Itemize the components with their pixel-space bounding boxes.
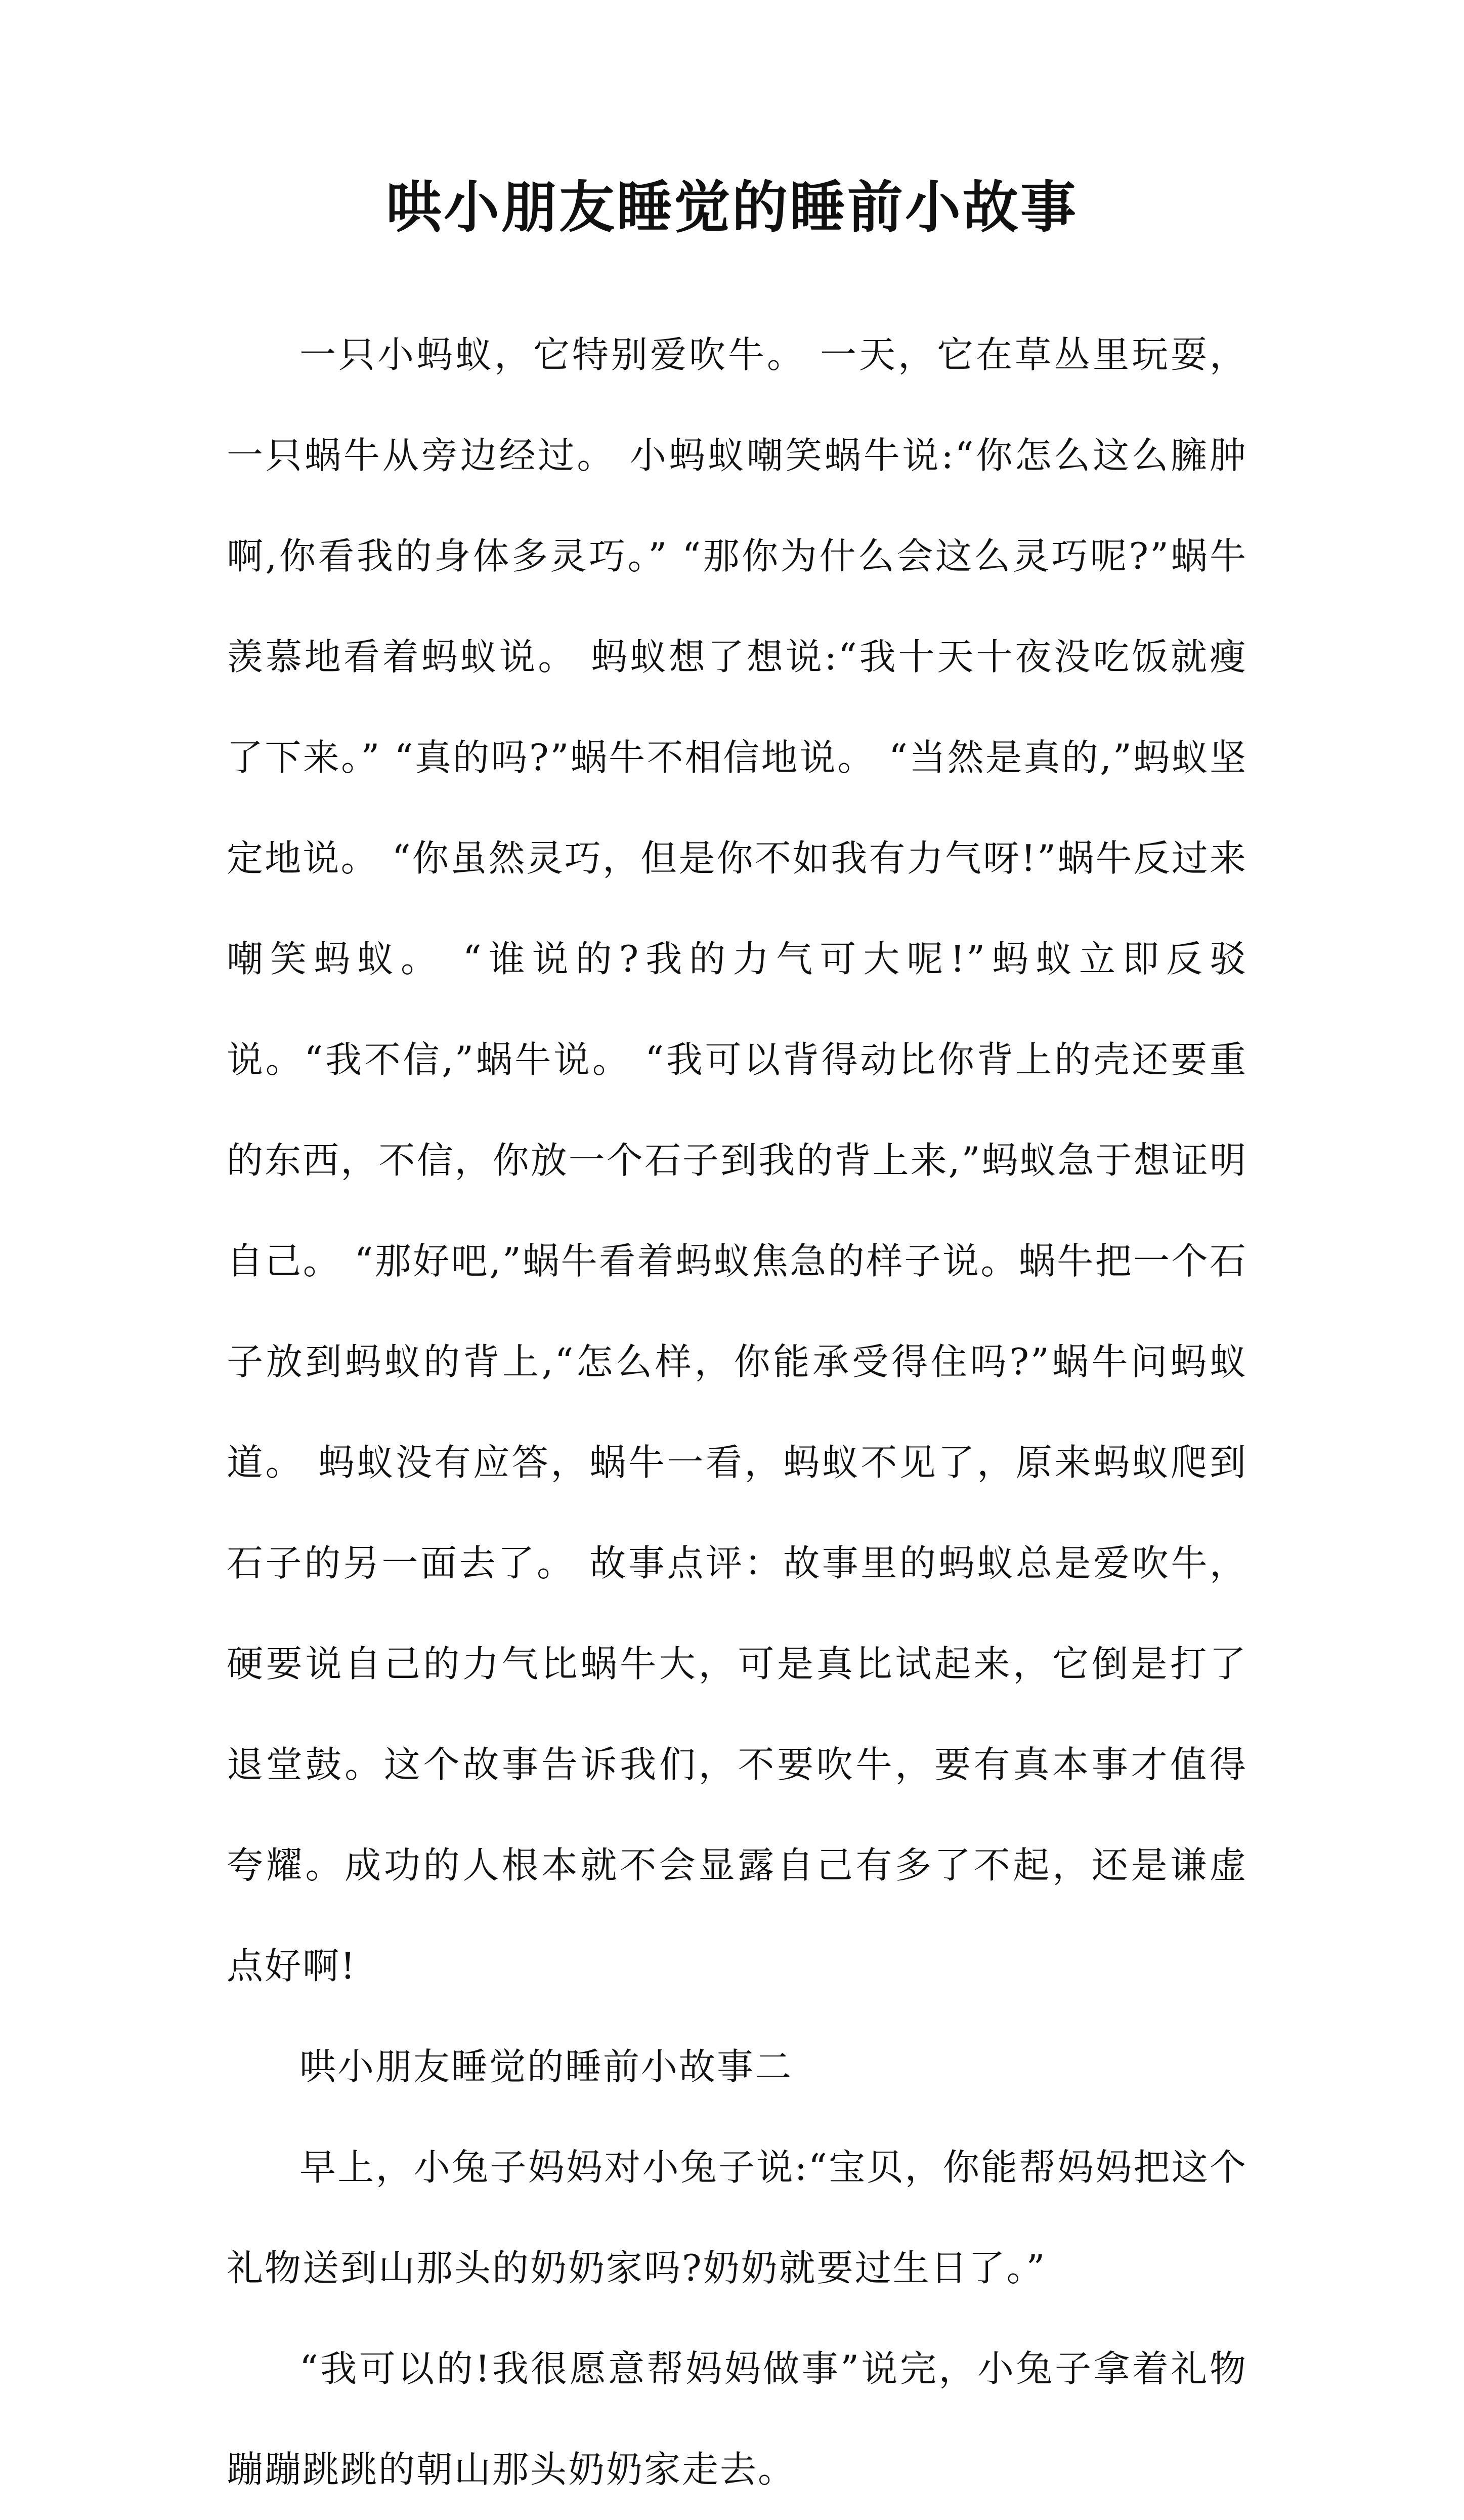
- paragraph-rabbit-reply: “我可以的!我很愿意帮妈妈做事”说完，小兔子拿着礼物蹦蹦跳跳的朝山那头奶奶家走去。: [227, 2347, 1247, 2491]
- document-title: 哄小朋友睡觉的睡前小故事: [386, 175, 1078, 240]
- paragraph-rabbit-mother: 早上，小兔子妈妈对小兔子说:“宝贝，你能帮妈妈把这个礼物送到山那头的奶奶家吗?奶奶就要过生日了。”: [227, 2146, 1247, 2289]
- paragraph-story-two-heading: 哄小朋友睡觉的睡前小故事二: [299, 2045, 793, 2088]
- paragraph-ant-story: 一只小蚂蚁，它特别爱吹牛。 一天，它在草丛里玩耍，一只蜗牛从旁边经过。 小蚂蚁嘲笑蜗牛说:“你怎么这么臃肿啊,你看我的身体多灵巧。” “那你为什么会这么灵巧呢?”蜗牛羡慕地看着蚂蚁说。 蚂蚁想了想说:“我十天十夜没吃饭就瘦了下来。” “真的吗?”蜗牛不相信地说。 “当然是真的,”蚂蚁坚定地说。 “你虽然灵巧，但是你不如我有力气呀!”蜗牛反过来嘲笑蚂蚁。 “谁说的?我的力气可大呢!”蚂蚁立即反驳说。“我不信,”蜗牛说。 “我可以背得动比你背上的壳还要重的东西，不信，你放一个石子到我的背上来,”蚂蚁急于想证明自己。 “那好吧,”蜗牛看着蚂蚁焦急的样子说。蜗牛把一个石子放到蚂蚁的背上,“怎么样，你能承受得住吗?”蜗牛问蚂蚁道。 蚂蚁没有应答，蜗牛一看，蚂蚁不见了，原来蚂蚁爬到石子的另一面去了。 故事点评：故事里的蚂蚁总是爱吹牛，硬要说自己的力气比蜗牛大，可是真比试起来，它倒是打了退堂鼓。这个故事告诉我们，不要吹牛，要有真本事才值得夸耀。成功的人根本就不会显露自己有多了不起，还是谦虚点好啊!: [227, 333, 1247, 1987]
- document-body: [227, 305, 1247, 2520]
